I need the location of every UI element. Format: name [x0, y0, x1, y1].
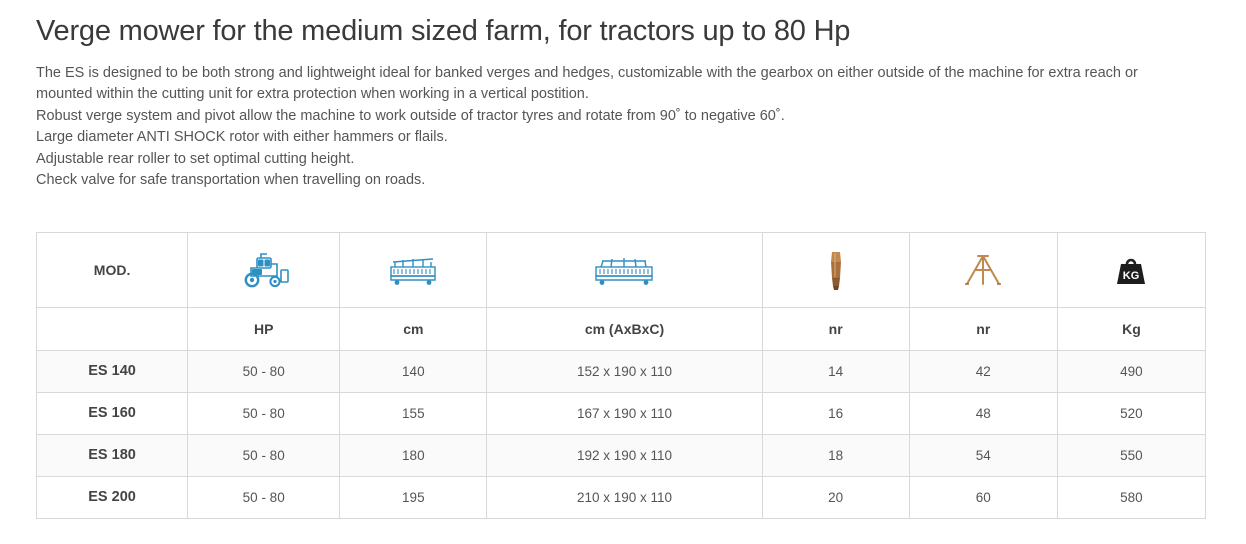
header-cell-flails — [909, 232, 1057, 307]
page-title: Verge mower for the medium sized farm, for tractors up to 80 Hp — [36, 15, 851, 47]
cell-kg: 550 — [1057, 434, 1205, 476]
cell-cm: 140 — [340, 350, 487, 392]
cell-model: ES 200 — [37, 476, 188, 518]
table-row — [37, 434, 1206, 476]
unit-cell-blank — [37, 307, 188, 350]
cell-kg: 490 — [1057, 350, 1205, 392]
cell-dimensions: 167 x 190 x 110 — [487, 392, 762, 434]
description-line-1: The ES is designed to be both strong and lightweight ideal for banked verges and hedges, customizable with the gearbox on either outside of the machine for extra reach or mounted within the cutting unit for extra protection when working in a vertical postition. — [36, 64, 1138, 103]
cell-hammers: 20 — [762, 476, 909, 518]
unit-cell-dimensions: cm (AxBxC) — [487, 307, 762, 350]
rotor-frame-icon — [910, 242, 1057, 298]
table-row — [37, 476, 1206, 518]
table-row — [37, 350, 1206, 392]
cell-hammers: 14 — [762, 350, 909, 392]
cell-model: ES 180 — [37, 434, 188, 476]
product-description — [36, 63, 1186, 192]
specifications-table — [36, 232, 1206, 519]
cell-cm: 195 — [340, 476, 487, 518]
description-line-3: Large diameter ANTI SHOCK rotor with either hammers or flails. — [36, 129, 448, 146]
mower-front-icon — [340, 242, 486, 298]
weight-kg-icon — [1058, 242, 1205, 298]
header-cell-hammers — [762, 232, 909, 307]
cell-cm: 180 — [340, 434, 487, 476]
cell-hammers: 16 — [762, 392, 909, 434]
header-cell-working-width — [340, 232, 487, 307]
table-icon-header-row — [37, 232, 1206, 307]
cell-flails: 60 — [909, 476, 1057, 518]
cell-dimensions: 192 x 190 x 110 — [487, 434, 762, 476]
cell-kg: 520 — [1057, 392, 1205, 434]
cell-dimensions: 210 x 190 x 110 — [487, 476, 762, 518]
cell-model: ES 160 — [37, 392, 188, 434]
cell-flails: 42 — [909, 350, 1057, 392]
mower-wide-icon — [487, 242, 761, 298]
description-line-2: Robust verge system and pivot allow the machine to work outside of tractor tyres and rotate from 90˚ to negative 60˚. — [36, 107, 785, 124]
cell-dimensions: 152 x 190 x 110 — [487, 350, 762, 392]
cell-cm: 155 — [340, 392, 487, 434]
svg-text:KG: KG — [1123, 269, 1140, 282]
description-line-4: Adjustable rear roller to set optimal cutting height. — [36, 150, 355, 167]
header-cell-hp — [188, 232, 340, 307]
unit-cell-kg: Kg — [1057, 307, 1205, 350]
unit-cell-hp: HP — [188, 307, 340, 350]
model-column-header: MOD. — [37, 232, 188, 307]
header-cell-dimensions — [487, 232, 762, 307]
cell-hp: 50 - 80 — [188, 392, 340, 434]
hammer-flail-icon — [763, 242, 909, 298]
table-row — [37, 392, 1206, 434]
unit-cell-flails: nr — [909, 307, 1057, 350]
cell-hp: 50 - 80 — [188, 350, 340, 392]
tractor-icon — [188, 242, 339, 298]
table-unit-header-row — [37, 307, 1206, 350]
unit-cell-cm: cm — [340, 307, 487, 350]
cell-flails: 54 — [909, 434, 1057, 476]
cell-flails: 48 — [909, 392, 1057, 434]
description-line-5: Check valve for safe transportation when travelling on roads. — [36, 172, 426, 189]
cell-kg: 580 — [1057, 476, 1205, 518]
header-cell-weight — [1057, 232, 1205, 307]
cell-hp: 50 - 80 — [188, 434, 340, 476]
cell-model: ES 140 — [37, 350, 188, 392]
unit-cell-hammers: nr — [762, 307, 909, 350]
cell-hp: 50 - 80 — [188, 476, 340, 518]
cell-hammers: 18 — [762, 434, 909, 476]
